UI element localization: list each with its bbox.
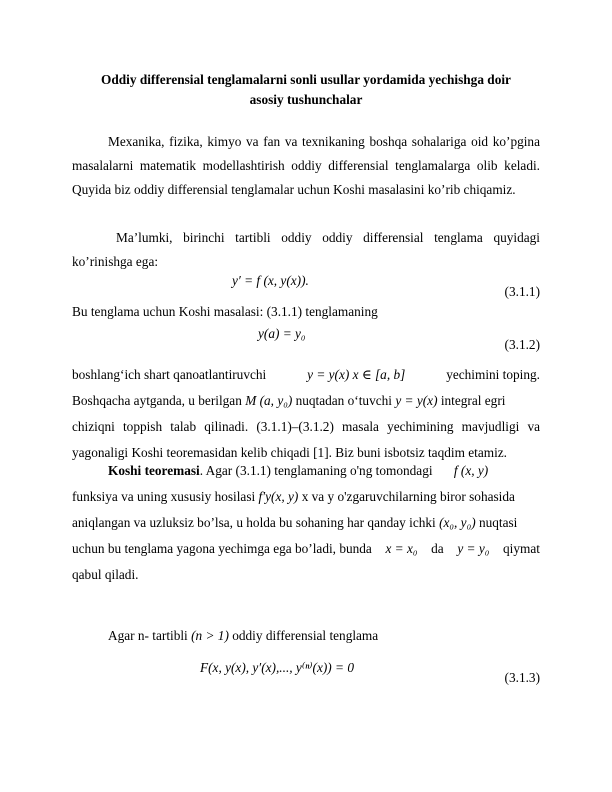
text-segment: . Agar (3.1.1) tenglamaning o'ng tomondagi [199, 463, 433, 478]
equation-3-1-1: y′ = f (x, y(x)). [232, 273, 309, 288]
text-segment: Boshqacha aytganda, u berilgan [72, 393, 242, 408]
text-segment: Agar n- tartibli [108, 628, 188, 643]
text-segment: uchun bu tenglama yagona yechimga ega bo’ladi, bunda [72, 541, 372, 556]
equation-3-1-3: F(x, y(x), y′(x),..., y⁽ⁿ⁾(x)) = 0 [200, 660, 354, 675]
equation-number-3-1-2: (3.1.2) [504, 337, 540, 352]
initial-condition-line-1 [72, 362, 540, 388]
text-segment: nuqtadan o‘tuvchi [295, 393, 392, 408]
theorem-line-1 [72, 458, 540, 484]
initial-condition-line-2 [72, 388, 540, 414]
text-segment: oddiy differensial tenglama [232, 628, 379, 643]
integral-curve-formula: y = y(x) [395, 393, 438, 408]
text-segment: boshlang‘ich shart qanoatlantiruvchi [72, 367, 267, 382]
theorem-label: Koshi teoremasi [108, 463, 200, 478]
page-title [72, 70, 540, 110]
n-greater-than-1-formula: (n > 1) [191, 628, 229, 643]
title-line-2: asosiy tushunchalar [249, 92, 363, 107]
y-equals-y0-formula: y = y₀ [457, 541, 490, 556]
paragraph-nth-order [72, 624, 540, 648]
paragraph-first-order: Ma’lumki, birinchi tartibli oddiy oddiy differensial tenglama quyidagi ko’rinishga ega: [72, 230, 540, 269]
theorem-line-5: qabul qiladi. [72, 567, 139, 582]
theorem-line-4 [72, 536, 540, 562]
equation-number-3-1-1: (3.1.1) [504, 284, 540, 299]
equation-3-1-2: y(a) = y₀ [258, 326, 306, 341]
theorem-line-3 [72, 510, 540, 536]
solution-domain-formula: y = y(x) x ∈ [a, b] [307, 367, 406, 382]
equation-number-3-1-3: (3.1.3) [504, 670, 540, 685]
text-segment: yechimini toping. [446, 367, 540, 382]
text-segment: qiymat [503, 541, 540, 556]
paragraph-initial-condition [72, 362, 540, 466]
point-m-formula: M (a, y₀) [245, 393, 293, 408]
paragraph-cauchy-problem: Bu tenglama uchun Koshi masalasi: (3.1.1) tenglamaning [72, 304, 378, 319]
initial-condition-rest: chiziqni toppish talab qilinadi. (3.1.1)–(3.1.2) masala yechimining mavjudligi va yagonaligi Koshi teoremasidan kelib chiqadi [1]. Biz buni isbotsiz taqdim etamiz. [72, 419, 540, 460]
x-equals-x0-formula: x = x₀ [385, 541, 418, 556]
theorem-line-2 [72, 484, 540, 510]
paragraph-cauchy-theorem [72, 458, 540, 588]
partial-derivative-formula: f′y(x, y) [258, 489, 299, 504]
function-f-formula: f (x, y) [453, 463, 489, 478]
paragraph-intro: Mexanika, fizika, kimyo va fan va texnikaning boshqa sohalariga oid ko’pgina masalalarni matematik modellashtirish oddiy differensial tenglamalarga olib keladi. Quyida biz oddiy differensial tenglamalar uchun Koshi masalasini ko’rib chiqamiz. [72, 134, 540, 197]
interior-point-formula: (x₀, y₀) [439, 515, 476, 530]
text-segment: integral egri [440, 393, 506, 408]
text-segment: aniqlangan va uzluksiz bo’lsa, u holda bu sohaning har qanday ichki [72, 515, 436, 530]
text-segment: funksiya va uning xususiy hosilasi [72, 489, 256, 504]
text-segment: nuqtasi [478, 515, 518, 530]
text-segment: da [431, 541, 444, 556]
text-segment: x va y o'zgaruvchilarning biror sohasida [301, 489, 515, 504]
title-line-1: Oddiy differensial tenglamalarni sonli usullar yordamida yechishga doir [101, 72, 511, 87]
